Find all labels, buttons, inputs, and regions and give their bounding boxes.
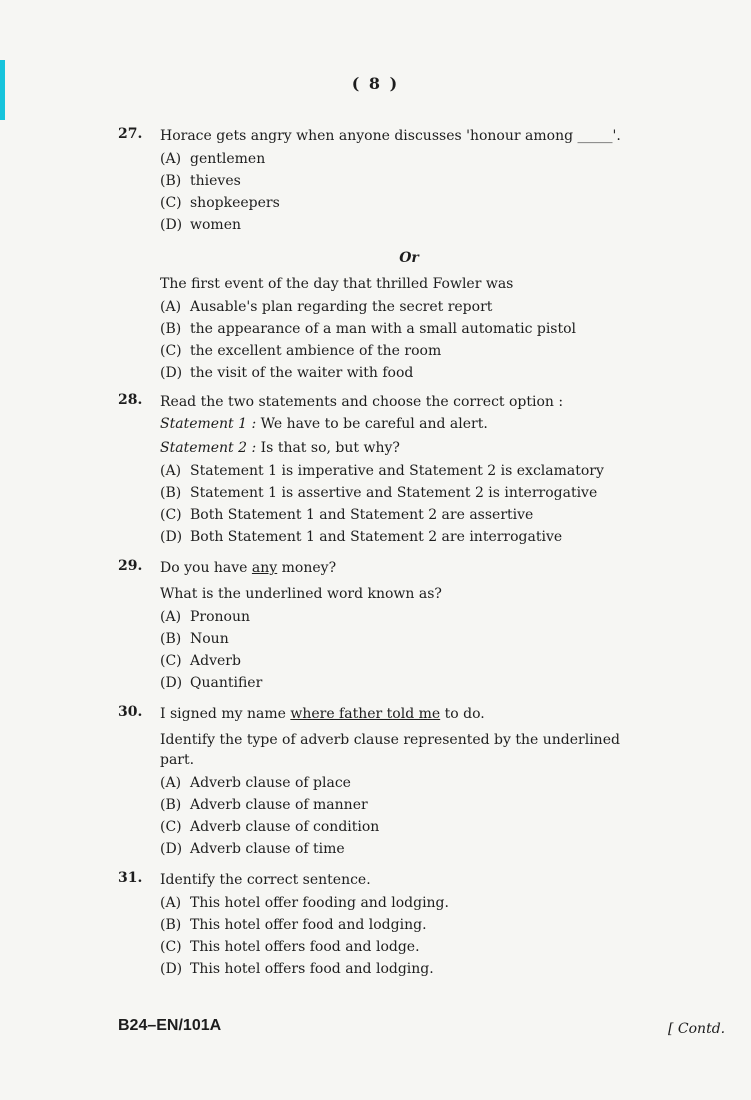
option-b: (B) Statement 1 is assertive and Statement 2 is interrogative — [160, 485, 598, 501]
option-b: (B) thieves — [160, 173, 241, 189]
option-c: (C) Adverb — [160, 653, 241, 669]
continued-note: [ Contd. — [668, 1021, 726, 1037]
question-text: I signed my name where father told me to do. — [160, 706, 485, 722]
question-28 — [118, 392, 658, 548]
option-list — [160, 460, 658, 548]
question-29 — [118, 558, 658, 694]
option-d: (D) women — [160, 217, 241, 233]
question-text: Identify the correct sentence. — [160, 872, 371, 888]
question-27 — [118, 126, 658, 236]
question-number: 27. — [118, 126, 143, 142]
question-subtext: Identify the type of adverb clause represented by the underlined part. — [160, 732, 620, 768]
question-number: 31. — [118, 870, 143, 886]
option-a: (A) Adverb clause of place — [160, 775, 351, 791]
page-number: ( 8 ) — [351, 74, 400, 93]
option-list — [160, 606, 658, 694]
question-text: The first event of the day that thrilled Fowler was — [160, 276, 514, 292]
question-number: 29. — [118, 558, 143, 574]
underlined-clause: where father told me — [290, 706, 441, 722]
option-list — [160, 772, 658, 860]
option-c: (C) the excellent ambience of the room — [160, 343, 442, 359]
option-a: (A) Ausable's plan regarding the secret report — [160, 299, 493, 315]
option-list — [160, 892, 658, 980]
option-a: (A) gentlemen — [160, 151, 266, 167]
paper-code: B24–EN/101A — [118, 1017, 222, 1034]
option-b: (B) Adverb clause of manner — [160, 797, 368, 813]
question-27-alternative — [118, 274, 658, 384]
underlined-word: any — [251, 560, 278, 576]
option-c: (C) shopkeepers — [160, 195, 280, 211]
question-text: Horace gets angry when anyone discusses 'honour among _____'. — [160, 128, 621, 144]
option-a: (A) Pronoun — [160, 609, 251, 625]
option-a: (A) This hotel offer fooding and lodging. — [160, 895, 449, 911]
question-number: 28. — [118, 392, 143, 408]
option-d: (D) This hotel offers food and lodging. — [160, 961, 434, 977]
option-list — [160, 296, 658, 384]
statement-1: Statement 1 : We have to be careful and alert. — [160, 416, 488, 432]
option-d: (D) Adverb clause of time — [160, 841, 345, 857]
question-text: Read the two statements and choose the correct option : — [160, 394, 564, 410]
option-c: (C) Both Statement 1 and Statement 2 are assertive — [160, 507, 534, 523]
question-list — [118, 126, 658, 980]
option-b: (B) the appearance of a man with a small automatic pistol — [160, 321, 577, 337]
question-30 — [118, 704, 658, 860]
question-31 — [118, 870, 658, 980]
option-d: (D) the visit of the waiter with food — [160, 365, 414, 381]
option-a: (A) Statement 1 is imperative and Statement 2 is exclamatory — [160, 463, 604, 479]
question-subtext: What is the underlined word known as? — [160, 586, 442, 602]
option-b: (B) Noun — [160, 631, 229, 647]
statement-2: Statement 2 : Is that so, but why? — [160, 440, 400, 456]
option-list — [160, 148, 658, 236]
or-divider: Or — [399, 250, 419, 266]
option-d: (D) Both Statement 1 and Statement 2 are interrogative — [160, 529, 563, 545]
option-d: (D) Quantifier — [160, 675, 263, 691]
option-c: (C) Adverb clause of condition — [160, 819, 380, 835]
question-number: 30. — [118, 704, 143, 720]
question-text: Do you have any money? — [160, 560, 337, 576]
option-b: (B) This hotel offer food and lodging. — [160, 917, 427, 933]
option-c: (C) This hotel offers food and lodge. — [160, 939, 420, 955]
